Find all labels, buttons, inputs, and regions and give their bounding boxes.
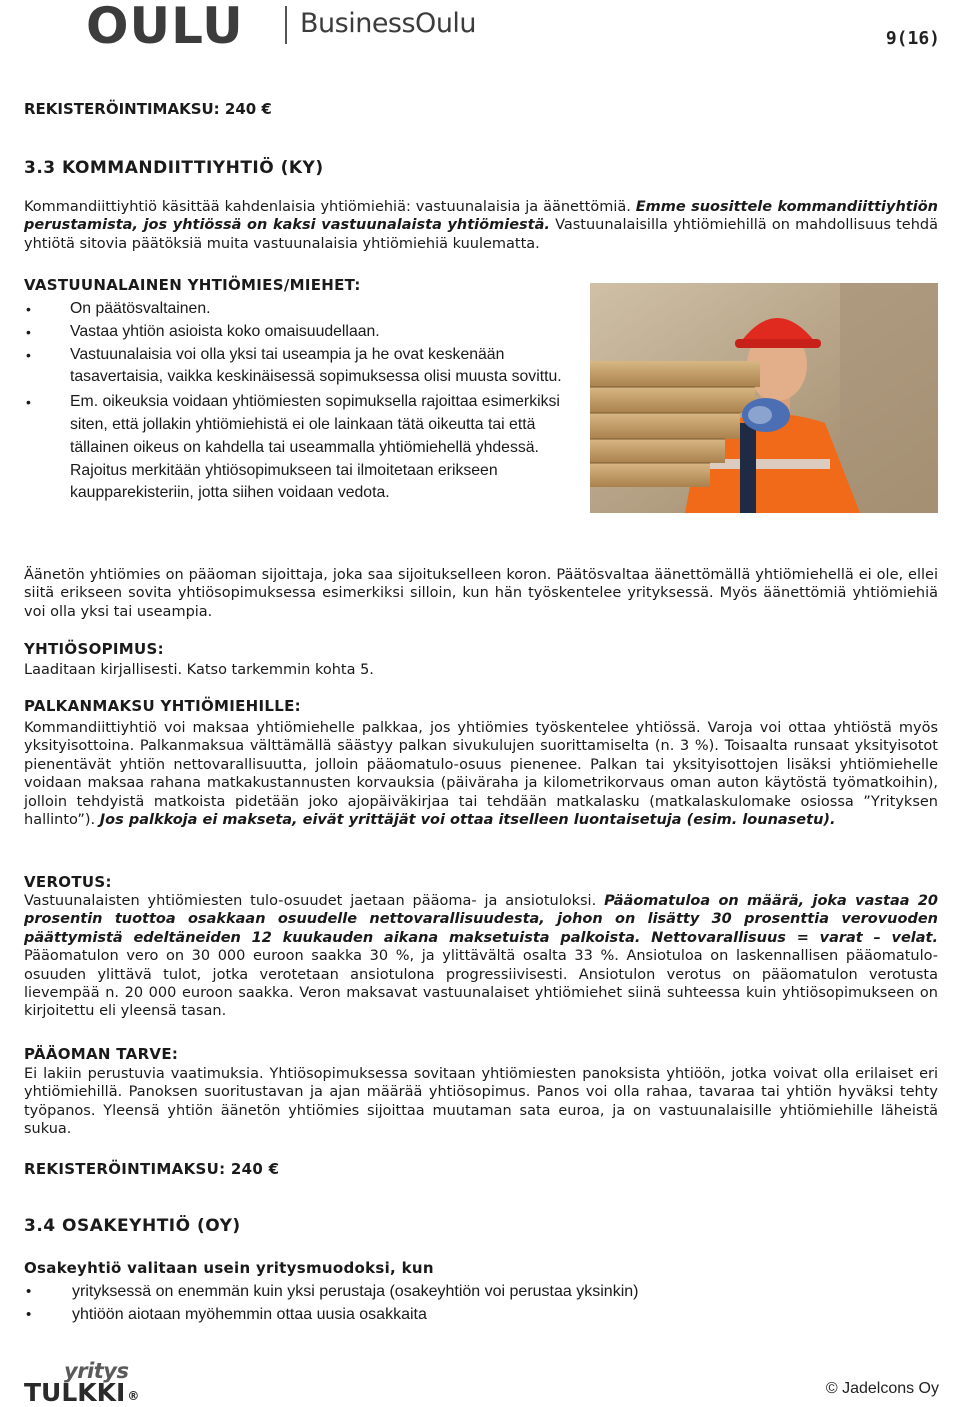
ky-intro-text-c: Vastuunalaisilla yhtiömiehillä on mahdollisuus tehdä yhtiötä sitovia päätöksiä muita vastuunalaisia yhtiömiehiä kuulematta.	[24, 217, 938, 252]
tulkki-logo-text: TULKKI	[24, 1378, 126, 1407]
logo-divider	[285, 6, 287, 44]
verotus-emphasis: Pääomatuloa on määrä, joka vastaa 20 prosentin tuottoa osakkaan osuudelle nettovarallisuudesta, johon on lisätty 30 prosenttia verovuoden päättymistä edeltäneiden 12 kuukauden aikana maksetuista palkoista. Nettovarallisuus = varat – velat.	[24, 893, 938, 946]
ky-intro-paragraph	[24, 198, 938, 253]
registration-fee-heading: REKISTERÖINTIMAKSU: 240 €	[24, 100, 272, 118]
registration-fee-heading-2: REKISTERÖINTIMAKSU: 240 €	[24, 1160, 280, 1178]
yritys-logo: yritys	[64, 1359, 129, 1383]
palkanmaksu-text: Kommandiittiyhtiö voi maksaa yhtiömiehelle palkkaa, jos yhtiömies työskentelee yhtiössä. Varoja voi ottaa yhtiöstä myös yksityisottoina. Palkanmaksua välttämällä säästyy palkan sivukulujen suorittamiselta (n. 3 %). Toisaalta runsaat yksityisotot pienentävät yhtiön nettovarallisuutta, jolloin pääomatulo-osuus pienenee. Palkan tai yksityisottojen lisäksi yhtiömiehelle voidaan maksaa rahana matkakustannusten korvauksia (päiväraha ja kilometrikorvaus oman auton käytöstä työmatkoihin), jolloin tehdyistä matkoista pidetään joko ajopäiväkirjaa tai tehdään matkalasku (matkalaskulomake osiossa ”Yrityksen hallinto”).	[24, 720, 938, 829]
paaoman-tarve-paragraph: Ei lakiin perustuvia vaatimuksia. Yhtiösopimuksessa sovitaan yhtiömiesten panoksista yhtiöön, jotka voivat olla erilaiset eri yhtiömiehillä. Panoksen suoritustavan ja ajan määrää yhtiösopimus. Panos voi olla rahaa, tavaraa tai yhtiön hyväksi tehty työpanos. Yleensä yhtiön äänetön yhtiömies sijoittaa muutaman sata euroa, ja on vastuunalaisille yhtiömiehille läheistä sukua.	[24, 1066, 938, 1138]
paaoman-tarve-heading: PÄÄOMAN TARVE:	[24, 1045, 179, 1063]
ky-intro-text-a: Kommandiittiyhtiö käsittää kahdenlaisia yhtiömiehiä: vastuunalaisia ja äänettömiä.	[24, 199, 636, 215]
worker-illustration	[590, 283, 938, 513]
tulkki-logo	[24, 1378, 139, 1407]
verotus-text-a: Vastuunalaisten yhtiömiesten tulo-osuudet jaetaan pääoma- ja ansiotuloksi.	[24, 893, 605, 909]
list-item: • Vastuunalaisia voi olla yksi tai useampia ja he ovat keskenään tasavertaisia, vaikka keskinäisessä sopimuksessa olisi muusta sovittu.	[24, 344, 584, 390]
silent-partner-paragraph: Äänetön yhtiömies on pääoman sijoittaja, joka saa sijoitukselleen koron. Päätösvaltaa äänettömällä yhtiömiehellä ei ole, ellei siitä erikseen sovita yhtiösopimuksessa esimerkiksi silloin, kun hän työskentelee yrityksessä. Myös äänettömiä yhtiömiehiä voi olla yksi tai useampia.	[24, 567, 938, 620]
palkanmaksu-emphasis: Jos palkkoja ei makseta, eivät yrittäjät voi ottaa itselleen luontaisetuja (esim. lounasetu).	[99, 812, 836, 829]
ky-intro-emphasis: Emme suosittele kommandiittiyhtiön perustamista, jos yhtiössä on kaksi vastuunalaista yhtiömiestä.	[24, 199, 938, 234]
palkanmaksu-heading: PALKANMAKSU YHTIÖMIEHILLE:	[24, 697, 301, 715]
list-item: • yrityksessä on enemmän kuin yksi perustaja (osakeyhtiön voi perustaa yksinkin)	[24, 1280, 638, 1303]
list-item: • Em. oikeuksia voidaan yhtiömiesten sopimuksella rajoittaa esimerkiksi siten, että jollakin yhtiömiehistä ei ole lainkaan tätä oikeutta tai että tällainen oikeus on kahdella tai useammalla yhtiömiehellä yhdessä. Rajoitus merkitään yhtiösopimukseen tai ilmoitetaan erikseen kaupparekisteriin, jotta siihen voidaan vedota.	[24, 391, 584, 505]
verotus-text-c: Pääomatulon vero on 30 000 euroon saakka 30 %, ja ylittävältä osalta 33 %. Ansiotuloa on laskennallisen pääomatulo-osuuden ylittävä tulot, jotka verotetaan ansiotulona progressiivisesti. Ansiotulon verotus on pääomatulon verotusta lievempää n. 20 000 euroon saakka. Veron maksavat vastuunalaiset yhtiömiehet siinä suhteessa kuin yhtiösopimukseen on kirjoitettu eli yleensä tasan.	[24, 948, 938, 1020]
business-oulu-logo: BusinessOulu	[300, 8, 477, 39]
page-number: 9(16)	[885, 28, 940, 49]
list-item: • Vastaa yhtiön asioista koko omaisuudellaan.	[24, 321, 584, 344]
list-item: • yhtiöön aiotaan myöhemmin ottaa uusia osakkaita	[24, 1303, 638, 1326]
yhtiosopimus-heading: YHTIÖSOPIMUS:	[24, 640, 164, 658]
vastuunalainen-heading: VASTUUNALAINEN YHTIÖMIES/MIEHET:	[24, 276, 361, 294]
verotus-paragraph	[24, 892, 938, 1021]
oy-lead-text: Osakeyhtiö valitaan usein yritysmuodoksi, kun	[24, 1259, 434, 1277]
copyright-text: © Jadelcons Oy	[825, 1380, 939, 1397]
worker-photo	[590, 283, 938, 513]
verotus-heading: VEROTUS:	[24, 873, 112, 891]
registered-mark: ®	[127, 1389, 140, 1403]
yhtiosopimus-text: Laaditaan kirjallisesti. Katso tarkemmin kohta 5.	[24, 662, 374, 678]
vastuunalainen-bullet-list	[24, 298, 584, 505]
section-title-oy: 3.4 OSAKEYHTIÖ (OY)	[24, 1216, 241, 1236]
list-item: • On päätösvaltainen.	[24, 298, 584, 321]
oulu-logo: OULU	[86, 0, 244, 55]
palkanmaksu-paragraph	[24, 719, 938, 829]
oy-bullet-list	[24, 1280, 638, 1326]
section-title-ky: 3.3 KOMMANDIITTIYHTIÖ (KY)	[24, 158, 324, 178]
